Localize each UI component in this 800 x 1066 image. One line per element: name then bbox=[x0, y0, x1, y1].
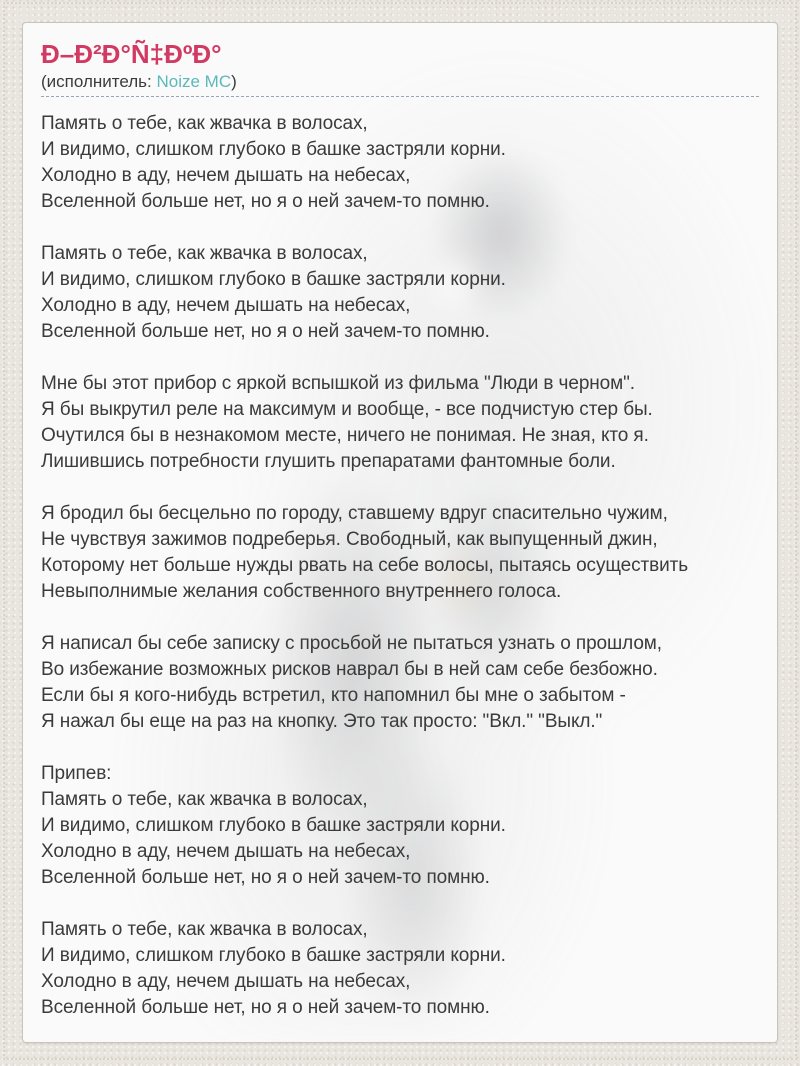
lyric-line: И видимо, слишком глубоко в башке застряли корни. bbox=[41, 945, 506, 966]
card-content bbox=[23, 23, 777, 1021]
lyric-line: Холодно в аду, нечем дышать на небесах, bbox=[41, 841, 411, 862]
lyric-line: Холодно в аду, нечем дышать на небесах, bbox=[41, 165, 411, 186]
lyric-line: Я бы выкрутил реле на максимум и вообще, - все подчистую стер бы. bbox=[41, 399, 653, 420]
lyric-line: Память о тебе, как жвачка в волосах, bbox=[41, 919, 368, 940]
lyric-line: И видимо, слишком глубоко в башке застряли корни. bbox=[41, 139, 506, 160]
lyric-line: Вселенной больше нет, но я о ней зачем-то помню. bbox=[41, 867, 490, 888]
verse bbox=[41, 631, 759, 735]
separator bbox=[41, 96, 759, 97]
lyric-line: Которому нет больше нужды рвать на себе волосы, пытаясь осуществить bbox=[41, 555, 689, 576]
lyric-line: Вселенной больше нет, но я о ней зачем-то помню. bbox=[41, 191, 490, 212]
verse bbox=[41, 241, 759, 345]
lyric-line: Холодно в аду, нечем дышать на небесах, bbox=[41, 295, 411, 316]
lyric-line: Память о тебе, как жвачка в волосах, bbox=[41, 243, 368, 264]
lyric-line: Память о тебе, как жвачка в волосах, bbox=[41, 789, 368, 810]
lyric-line: Очутился бы в незнакомом месте, ничего не понимая. Не зная, кто я. bbox=[41, 425, 649, 446]
lyrics-card bbox=[22, 22, 778, 1043]
lyric-line: Вселенной больше нет, но я о ней зачем-то помню. bbox=[41, 997, 490, 1018]
lyric-line: Память о тебе, как жвачка в волосах, bbox=[41, 113, 368, 134]
lyric-line: Я бродил бы бесцельно по городу, ставшему вдруг спасительно чужим, bbox=[41, 503, 668, 524]
verse bbox=[41, 111, 759, 215]
lyric-line: Мне бы этот прибор с яркой вспышкой из фильма "Люди в черном". bbox=[41, 373, 635, 394]
lyric-line: Я нажал бы еще на раз на кнопку. Это так просто: "Вкл." "Выкл." bbox=[41, 711, 603, 732]
lyric-line: Невыполнимые желания собственного внутреннего голоса. bbox=[41, 581, 562, 602]
verse bbox=[41, 917, 759, 1021]
page-title: Ð–Ð²Ð°Ñ‡ÐºÐ° bbox=[41, 39, 222, 69]
artist-label-suffix: ) bbox=[231, 72, 237, 91]
verse bbox=[41, 501, 759, 605]
lyrics-text bbox=[41, 111, 759, 1021]
lyric-line: И видимо, слишком глубоко в башке застряли корни. bbox=[41, 815, 506, 836]
lyric-line: Припев: bbox=[41, 763, 112, 784]
lyric-line: Во избежание возможных рисков наврал бы в ней сам себе безбожно. bbox=[41, 659, 658, 680]
lyric-line: И видимо, слишком глубоко в башке застряли корни. bbox=[41, 269, 506, 290]
artist-line bbox=[41, 71, 759, 93]
lyric-line: Вселенной больше нет, но я о ней зачем-то помню. bbox=[41, 321, 490, 342]
verse bbox=[41, 371, 759, 475]
lyric-line: Я написал бы себе записку с просьбой не пытаться узнать о прошлом, bbox=[41, 633, 662, 654]
artist-link[interactable]: Noize MC bbox=[156, 72, 232, 91]
lyric-line: Холодно в аду, нечем дышать на небесах, bbox=[41, 971, 411, 992]
lyric-line: Лишившись потребности глушить препаратами фантомные боли. bbox=[41, 451, 616, 472]
verse bbox=[41, 761, 759, 891]
artist-label: (исполнитель: bbox=[41, 72, 157, 91]
lyric-line: Если бы я кого-нибудь встретил, кто напомнил бы мне о забытом - bbox=[41, 685, 626, 706]
lyric-line: Не чувствуя зажимов подреберья. Свободный, как выпущенный джин, bbox=[41, 529, 658, 550]
